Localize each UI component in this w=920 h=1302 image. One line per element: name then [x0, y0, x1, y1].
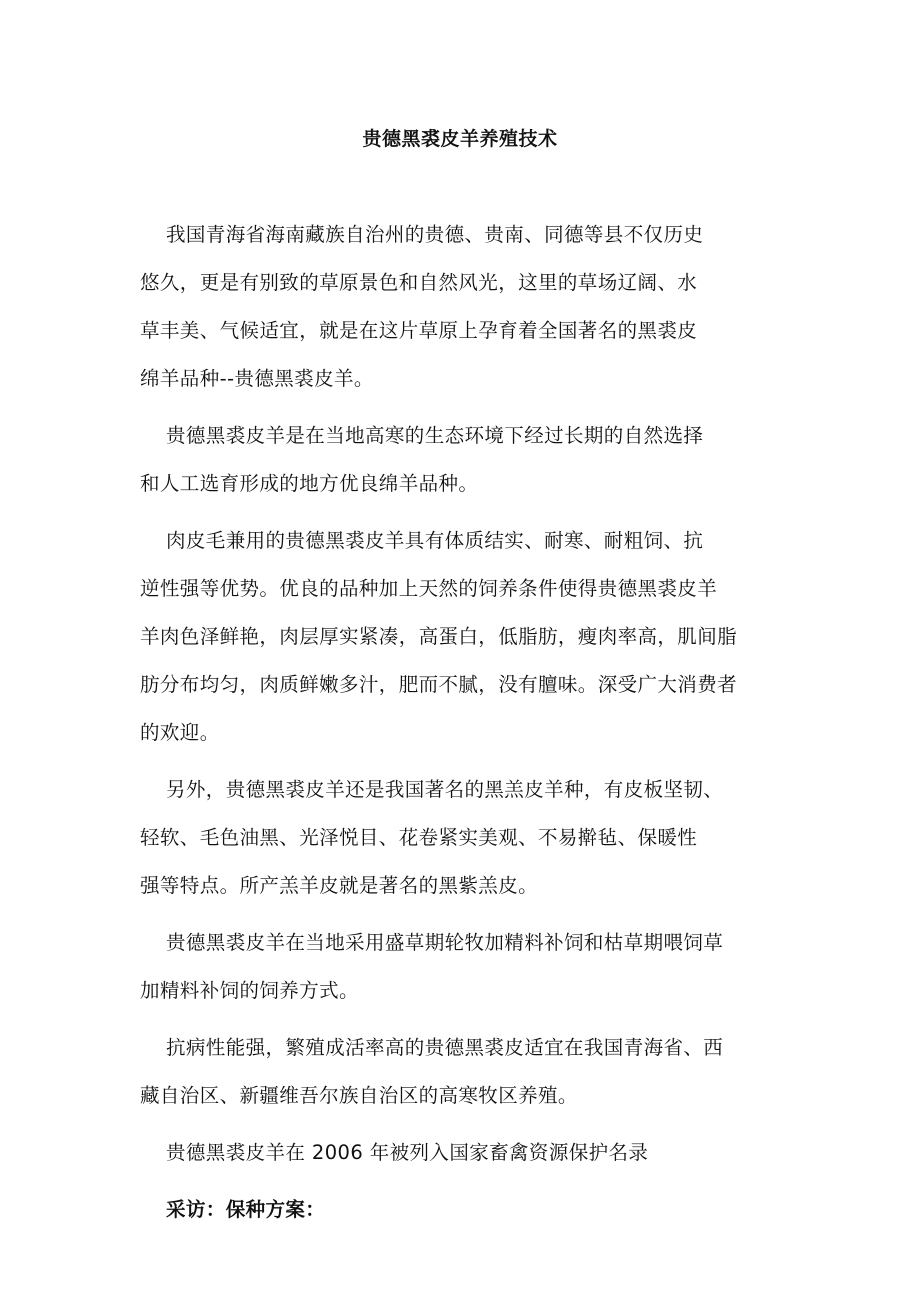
- paragraph-line: 另外，贵德黑裘皮羊还是我国著名的黑羔皮羊种，有皮板坚韧、: [166, 778, 724, 801]
- paragraph-line: 加精料补饲的饲养方式。: [140, 979, 359, 1002]
- paragraph-line: 肪分布均匀，肉质鲜嫩多汁，肥而不腻，没有膻味。深受广大消费者: [140, 673, 738, 696]
- paragraph-1: [140, 211, 788, 403]
- paragraph-line: 草丰美、气候适宜，就是在这片草原上孕育着全国著名的黑裘皮: [140, 319, 698, 342]
- section-heading: 采访：保种方案：: [166, 1198, 326, 1221]
- document-body: [140, 211, 788, 1234]
- paragraph-line: 贵德黑裘皮羊在当地采用盛草期轮牧加精料补饲和枯草期喂饲草: [166, 931, 724, 954]
- paragraph-line: 贵德黑裘皮羊是在当地高寒的生态环境下经过长期的自然选择: [166, 424, 704, 447]
- paragraph-line: 和人工选育形成的地方优良绵羊品种。: [140, 472, 479, 495]
- paragraph-line: 悠久，更是有别致的草原景色和自然风光，这里的草场辽阔、水: [140, 271, 698, 294]
- paragraph-line: 的欢迎。: [140, 721, 220, 744]
- paragraph-line: 抗病性能强，繁殖成活率高的贵德黑裘皮适宜在我国青海省、西: [166, 1036, 724, 1059]
- paragraph-line: 羊肉色泽鲜艳，肉层厚实紧凑，高蛋白，低脂肪，瘦肉率高，肌间脂: [140, 625, 738, 648]
- paragraph-line: 肉皮毛兼用的贵德黑裘皮羊具有体质结实、耐寒、耐粗饲、抗: [166, 529, 704, 552]
- paragraph-line: 贵德黑裘皮羊在 2006 年被列入国家畜禽资源保护名录: [166, 1141, 649, 1164]
- paragraph-6: [140, 1024, 788, 1120]
- paragraph-7: [140, 1129, 788, 1177]
- paragraph-line: 绵羊品种--贵德黑裘皮羊。: [140, 367, 374, 390]
- paragraph-3: [140, 517, 788, 757]
- paragraph-line: 逆性强等优势。优良的品种加上天然的饲养条件使得贵德黑裘皮羊: [140, 577, 718, 600]
- paragraph-line: 我国青海省海南藏族自治州的贵德、贵南、同德等县不仅历史: [166, 223, 704, 246]
- paragraph-5: [140, 919, 788, 1015]
- paragraph-line: 藏自治区、新疆维吾尔族自治区的高寒牧区养殖。: [140, 1084, 578, 1107]
- paragraph-2: [140, 412, 788, 508]
- document-title: 贵德黑裘皮羊养殖技术: [362, 128, 558, 150]
- paragraph-line: 强等特点。所产羔羊皮就是著名的黑紫羔皮。: [140, 874, 539, 897]
- paragraph-4: [140, 766, 788, 910]
- paragraph-line: 轻软、毛色油黑、光泽悦目、花卷紧实美观、不易擀毡、保暖性: [140, 826, 698, 849]
